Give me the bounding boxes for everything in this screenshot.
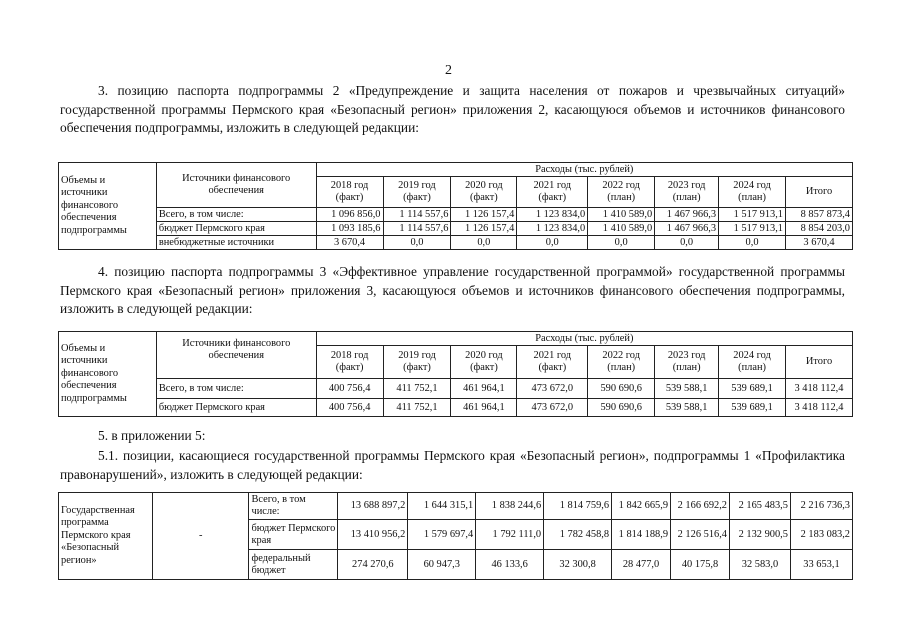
cell-value: 1 467 966,3 bbox=[655, 222, 719, 236]
cell-value: 539 689,1 bbox=[719, 379, 786, 399]
cell-total: 3 418 112,4 bbox=[786, 399, 853, 417]
item-3-text: 3. позицию паспорта подпрограммы 2 «Предупреждение и защита населения от пожаров и чрезвычайных ситуаций» государственной программы Пермского края «Безопасный регион» приложения 2, касающуюся объемов и источников финансового обеспечения подпрограммы, изложить в следующей редакции: bbox=[60, 83, 845, 136]
cell-value: 411 752,1 bbox=[383, 399, 451, 417]
table-row bbox=[59, 379, 853, 399]
table-row bbox=[59, 222, 853, 236]
item-5-text: 5. в приложении 5: bbox=[98, 428, 206, 443]
cell-value: 0,0 bbox=[451, 236, 517, 250]
row-label: Всего, в том числе: bbox=[156, 379, 316, 399]
cell-value: 2 166 692,2 bbox=[671, 493, 730, 520]
cell-total: 3 418 112,4 bbox=[786, 379, 853, 399]
cell-value: 32 300,8 bbox=[544, 550, 612, 580]
year-header-2021: 2021 год (факт) bbox=[517, 177, 588, 208]
cell-value: 1 114 557,6 bbox=[383, 222, 451, 236]
cell-value: 539 689,1 bbox=[719, 399, 786, 417]
year-header-2019: 2019 год (факт) bbox=[383, 177, 451, 208]
year-header-2022: 2022 год (план) bbox=[588, 177, 655, 208]
page-number: 2 bbox=[445, 63, 452, 78]
cell-value: 400 756,4 bbox=[316, 399, 383, 417]
year-header-2018: 2018 год (факт) bbox=[316, 346, 383, 379]
cell-value: 0,0 bbox=[655, 236, 719, 250]
row-label: внебюджетные источники bbox=[156, 236, 316, 250]
table-row bbox=[59, 208, 853, 222]
cell-value: 60 947,3 bbox=[408, 550, 476, 580]
cell-value: 40 175,8 bbox=[671, 550, 730, 580]
item-4-paragraph bbox=[60, 263, 845, 319]
cell-value: 2 216 736,3 bbox=[790, 493, 852, 520]
cell-value: 1 517 913,1 bbox=[719, 222, 786, 236]
dash-cell: - bbox=[152, 493, 249, 580]
cell-value: 2 183 083,2 bbox=[790, 520, 852, 550]
item-4-text: 4. позицию паспорта подпрограммы 3 «Эффективное управление государственной программой» государственной программы Пермского края «Безопасный регион» приложения 3, касающуюся объемов и источников финансового обеспечения подпрограммы, изложить в следующей редакции: bbox=[60, 264, 845, 317]
row-label: Всего, в том числе: bbox=[249, 493, 338, 520]
year-header-2020: 2020 год (факт) bbox=[451, 346, 517, 379]
cell-value: 1 814 759,6 bbox=[544, 493, 612, 520]
cell-value: 3 670,4 bbox=[316, 236, 383, 250]
cell-value: 590 690,6 bbox=[588, 379, 655, 399]
cell-value: 0,0 bbox=[383, 236, 451, 250]
row-label: бюджет Пермского края bbox=[156, 222, 316, 236]
cell-value: 539 588,1 bbox=[655, 399, 719, 417]
cell-value: 1 517 913,1 bbox=[719, 208, 786, 222]
subprogram-3-funding-table bbox=[58, 331, 853, 417]
cell-value: 539 588,1 bbox=[655, 379, 719, 399]
cell-value: 1 114 557,6 bbox=[383, 208, 451, 222]
cell-total: 3 670,4 bbox=[786, 236, 853, 250]
total-header: Итого bbox=[786, 346, 853, 379]
year-header-2024: 2024 год (план) bbox=[719, 346, 786, 379]
cell-value: 28 477,0 bbox=[612, 550, 671, 580]
row-label: федеральный бюджет bbox=[249, 550, 338, 580]
cell-value: 1 644 315,1 bbox=[408, 493, 476, 520]
funding-sources-header: Источники финансового обеспечения bbox=[156, 163, 316, 208]
year-header-2022: 2022 год (план) bbox=[588, 346, 655, 379]
cell-value: 13 688 897,2 bbox=[338, 493, 408, 520]
cell-value: 13 410 956,2 bbox=[338, 520, 408, 550]
cell-value: 1 410 589,0 bbox=[588, 222, 655, 236]
cell-value: 1 096 856,0 bbox=[316, 208, 383, 222]
cell-value: 33 653,1 bbox=[790, 550, 852, 580]
row-label: Всего, в том числе: bbox=[156, 208, 316, 222]
cell-value: 1 126 157,4 bbox=[451, 222, 517, 236]
cell-value: 1 842 665,9 bbox=[612, 493, 671, 520]
year-header-2021: 2021 год (факт) bbox=[517, 346, 588, 379]
row-label: бюджет Пермского края bbox=[156, 399, 316, 417]
cell-value: 1 838 244,6 bbox=[476, 493, 544, 520]
cell-value: 32 583,0 bbox=[730, 550, 791, 580]
cell-value: 1 126 157,4 bbox=[451, 208, 517, 222]
cell-value: 400 756,4 bbox=[316, 379, 383, 399]
cell-value: 1 814 188,9 bbox=[612, 520, 671, 550]
table-row bbox=[59, 236, 853, 250]
item-5-1-paragraph bbox=[60, 447, 845, 484]
cell-value: 2 126 516,4 bbox=[671, 520, 730, 550]
cell-value: 1 093 185,6 bbox=[316, 222, 383, 236]
cell-value: 473 672,0 bbox=[517, 399, 588, 417]
expenses-header: Расходы (тыс. рублей) bbox=[316, 332, 852, 346]
item-3-paragraph bbox=[60, 82, 845, 138]
year-header-2023: 2023 год (план) bbox=[655, 346, 719, 379]
cell-value: 2 132 900,5 bbox=[730, 520, 791, 550]
cell-value: 1 410 589,0 bbox=[588, 208, 655, 222]
cell-value: 0,0 bbox=[719, 236, 786, 250]
item-5-1-text: 5.1. позиции, касающиеся государственной программы Пермского края «Безопасный регион», подпрограммы 1 «Профилактика правонарушений», изложить в следующей редакции: bbox=[60, 448, 845, 482]
cell-total: 8 857 873,4 bbox=[786, 208, 853, 222]
expenses-header: Расходы (тыс. рублей) bbox=[316, 163, 852, 177]
cell-value: 1 467 966,3 bbox=[655, 208, 719, 222]
cell-value: 411 752,1 bbox=[383, 379, 451, 399]
year-header-2023: 2023 год (план) bbox=[655, 177, 719, 208]
year-header-2019: 2019 год (факт) bbox=[383, 346, 451, 379]
cell-value: 1 782 458,8 bbox=[544, 520, 612, 550]
cell-value: 461 964,1 bbox=[451, 399, 517, 417]
cell-value: 46 133,6 bbox=[476, 550, 544, 580]
funding-volumes-label: Объемы и источники финансового обеспечения подпрограммы bbox=[59, 163, 157, 250]
program-label: Государственная программа Пермского края «Безопасный регион» bbox=[59, 493, 153, 580]
year-header-2024: 2024 год (план) bbox=[719, 177, 786, 208]
cell-value: 0,0 bbox=[588, 236, 655, 250]
program-funding-table bbox=[58, 492, 853, 580]
cell-value: 1 123 834,0 bbox=[517, 222, 588, 236]
cell-value: 1 579 697,4 bbox=[408, 520, 476, 550]
funding-volumes-label: Объемы и источники финансового обеспечения подпрограммы bbox=[59, 332, 157, 417]
row-label: бюджет Пермского края bbox=[249, 520, 338, 550]
cell-total: 8 854 203,0 bbox=[786, 222, 853, 236]
year-header-2018: 2018 год (факт) bbox=[316, 177, 383, 208]
funding-sources-header: Источники финансового обеспечения bbox=[156, 332, 316, 379]
subprogram-2-funding-table bbox=[58, 162, 853, 250]
cell-value: 1 792 111,0 bbox=[476, 520, 544, 550]
cell-value: 461 964,1 bbox=[451, 379, 517, 399]
cell-value: 0,0 bbox=[517, 236, 588, 250]
cell-value: 274 270,6 bbox=[338, 550, 408, 580]
cell-value: 473 672,0 bbox=[517, 379, 588, 399]
table-row bbox=[59, 493, 853, 520]
year-header-2020: 2020 год (факт) bbox=[451, 177, 517, 208]
item-5-paragraph bbox=[60, 427, 845, 446]
cell-value: 1 123 834,0 bbox=[517, 208, 588, 222]
table-row bbox=[59, 399, 853, 417]
cell-value: 590 690,6 bbox=[588, 399, 655, 417]
cell-value: 2 165 483,5 bbox=[730, 493, 791, 520]
total-header: Итого bbox=[786, 177, 853, 208]
